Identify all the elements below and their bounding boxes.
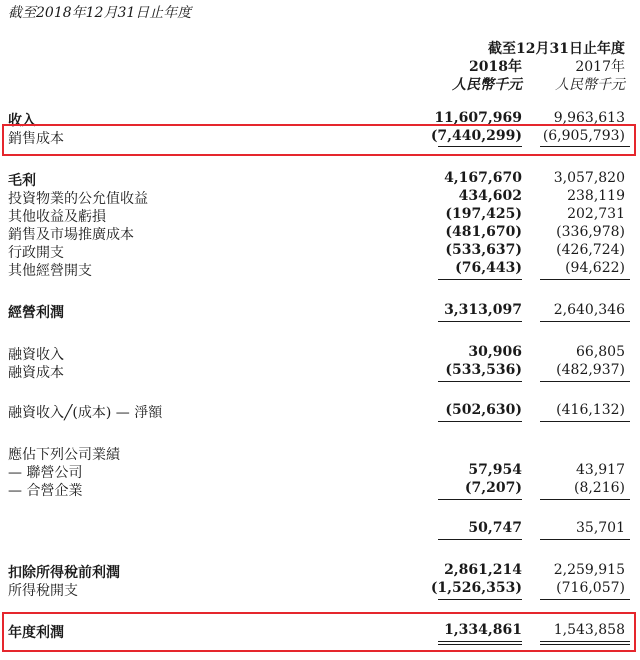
finance-costs-label: 融資成本 (8, 365, 64, 381)
finance-income-2018: 30,906 (468, 344, 522, 360)
underline (438, 599, 522, 600)
profit-for-year-highlight (2, 612, 636, 652)
finance-net-2018: (502,630) (445, 402, 522, 418)
selling-costs-label: 銷售及市場推廣成本 (8, 227, 134, 243)
joint-ventures-label: — 合營企業 (8, 483, 83, 499)
joint-ventures-2018: (7,207) (464, 480, 522, 496)
underline (438, 321, 522, 322)
joint-ventures-2017: (8,216) (573, 480, 625, 496)
other-opex-2017: (94,622) (565, 260, 625, 276)
other-opex-label: 其他經營開支 (8, 263, 92, 279)
underline (540, 321, 630, 322)
cost-of-sales-highlight (2, 124, 636, 156)
fair-value-gain-2018: 434,602 (458, 188, 522, 204)
selling-costs-2017: (336,978) (556, 224, 625, 240)
associates-2017: 43,917 (576, 462, 625, 478)
revenue-2017: 9,963,613 (553, 110, 625, 126)
underline (438, 539, 522, 540)
profit-for-year-2018: 1,334,861 (444, 622, 522, 638)
period-caption: 截至2018年12月31日止年度 (8, 5, 192, 21)
finance-income-label: 融資收入 (8, 347, 64, 363)
finance-net-label: 融資收入╱(成本) — 淨額 (8, 405, 163, 421)
other-gains-2017: 202,731 (567, 206, 625, 222)
share-of-results-label: 應佔下列公司業績 (8, 447, 120, 463)
gross-profit-2018: 4,167,670 (444, 170, 522, 186)
profit-for-year-label: 年度利潤 (8, 625, 64, 641)
profit-for-year-2017: 1,543,858 (553, 622, 625, 638)
column-2018-unit: 人民幣千元 (452, 77, 522, 93)
underline (540, 381, 630, 382)
gross-profit-label: 毛利 (8, 173, 36, 189)
admin-expenses-2018: (533,637) (445, 242, 522, 258)
other-gains-label: 其他收益及虧損 (8, 209, 106, 225)
underline (540, 421, 630, 422)
income-tax-2018: (1,526,353) (430, 580, 522, 596)
other-gains-2018: (197,425) (445, 206, 522, 222)
profit-before-tax-2017: 2,259,915 (553, 562, 625, 578)
underline (540, 499, 630, 500)
underline (438, 499, 522, 500)
column-2017-year: 2017年 (575, 59, 625, 75)
profit-before-tax-label: 扣除所得稅前利潤 (8, 565, 120, 581)
operating-profit-label: 經營利潤 (8, 305, 64, 321)
share-subtotal-2018: 50,747 (468, 520, 522, 536)
revenue-label: 收入 (8, 113, 36, 129)
finance-income-2017: 66,805 (576, 344, 625, 360)
double-underline-bottom (438, 644, 522, 645)
operating-profit-2017: 2,640,346 (553, 302, 625, 318)
fair-value-gain-2017: 238,119 (567, 188, 625, 204)
double-underline-bottom (540, 644, 630, 645)
income-tax-2017: (716,057) (556, 580, 625, 596)
underline (438, 146, 522, 147)
operating-profit-2018: 3,313,097 (444, 302, 522, 318)
other-opex-2018: (76,443) (455, 260, 522, 276)
selling-costs-2018: (481,670) (445, 224, 522, 240)
admin-expenses-2017: (426,724) (556, 242, 625, 258)
share-subtotal-2017: 35,701 (576, 520, 625, 536)
underline (438, 421, 522, 422)
underline (540, 539, 630, 540)
finance-costs-2017: (482,937) (556, 362, 625, 378)
income-tax-label: 所得稅開支 (8, 583, 78, 599)
admin-expenses-label: 行政開支 (8, 245, 64, 261)
underline (540, 146, 630, 147)
underline (540, 599, 630, 600)
column-period-header: 截至12月31日止年度 (488, 41, 625, 57)
double-underline-top (438, 641, 522, 642)
revenue-2018: 11,607,969 (434, 110, 522, 126)
underline (540, 279, 630, 280)
column-2018-year: 2018年 (469, 59, 522, 75)
fair-value-gain-label: 投資物業的公允值收益 (8, 191, 148, 207)
finance-costs-2018: (533,536) (445, 362, 522, 378)
associates-2018: 57,954 (468, 462, 522, 478)
finance-net-2017: (416,132) (556, 402, 625, 418)
underline (438, 381, 522, 382)
cost-of-sales-2018: (7,440,299) (430, 128, 522, 144)
cost-of-sales-label: 銷售成本 (8, 131, 64, 147)
cost-of-sales-2017: (6,905,793) (542, 128, 625, 144)
associates-label: — 聯營公司 (8, 465, 83, 481)
double-underline-top (540, 641, 630, 642)
underline (438, 279, 522, 280)
gross-profit-2017: 3,057,820 (553, 170, 625, 186)
profit-before-tax-2018: 2,861,214 (444, 562, 522, 578)
column-2017-unit: 人民幣千元 (555, 77, 625, 93)
